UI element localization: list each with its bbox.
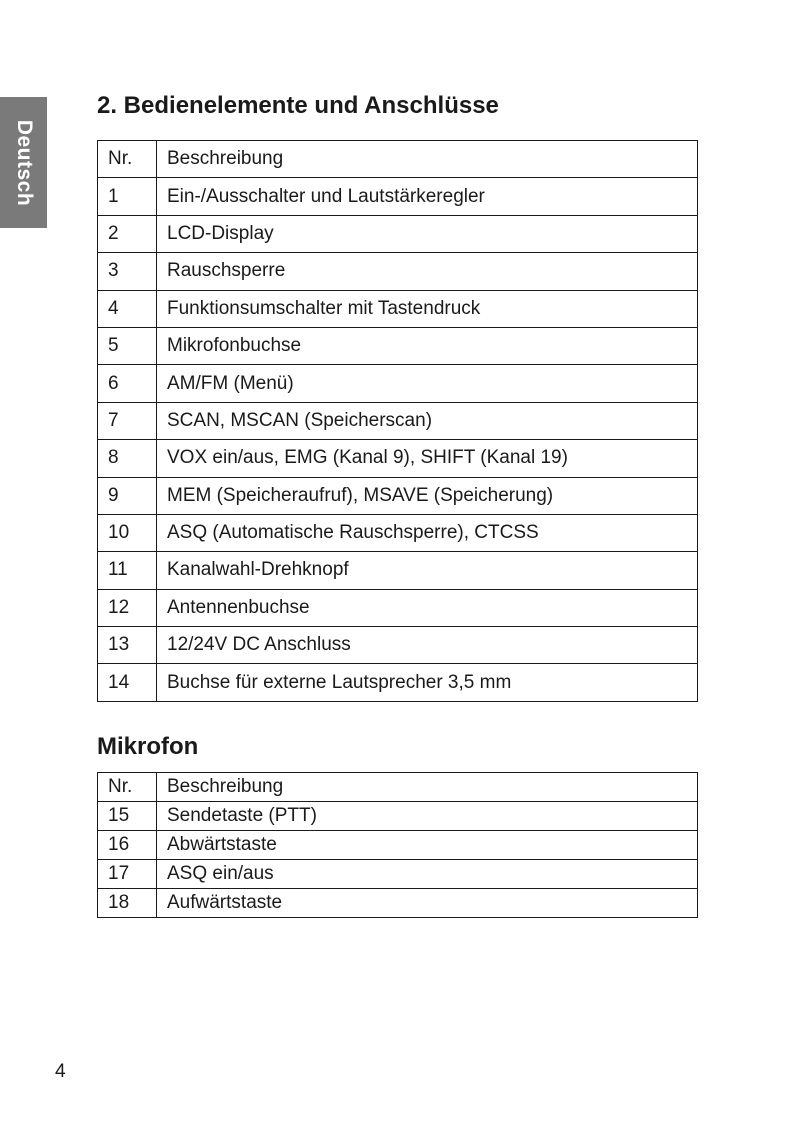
table-row bbox=[98, 440, 698, 477]
row-description: ASQ ein/aus bbox=[157, 860, 698, 889]
header-nr: Nr. bbox=[98, 141, 157, 178]
table-row bbox=[98, 477, 698, 514]
page-number: 4 bbox=[55, 1061, 66, 1082]
row-nr: 9 bbox=[98, 477, 157, 514]
table-row bbox=[98, 402, 698, 439]
row-description: ASQ (Automatische Rauschsperre), CTCSS bbox=[157, 514, 698, 551]
row-nr: 14 bbox=[98, 664, 157, 701]
row-nr: 2 bbox=[98, 215, 157, 252]
row-description: VOX ein/aus, EMG (Kanal 9), SHIFT (Kanal 19) bbox=[157, 440, 698, 477]
table-row bbox=[98, 860, 698, 889]
table-row bbox=[98, 178, 698, 215]
row-description: MEM (Speicheraufruf), MSAVE (Speicherung) bbox=[157, 477, 698, 514]
row-nr: 12 bbox=[98, 589, 157, 626]
row-nr: 3 bbox=[98, 253, 157, 290]
row-description: Aufwärtstaste bbox=[157, 889, 698, 918]
section-title-microphone: Mikrofon bbox=[97, 733, 199, 760]
row-description: Ein-/Ausschalter und Lautstärkeregler bbox=[157, 178, 698, 215]
table-row bbox=[98, 327, 698, 364]
table-header-row bbox=[98, 141, 698, 178]
row-description: Rauschsperre bbox=[157, 253, 698, 290]
row-nr: 17 bbox=[98, 860, 157, 889]
row-nr: 11 bbox=[98, 552, 157, 589]
header-description: Beschreibung bbox=[157, 773, 698, 802]
header-nr: Nr. bbox=[98, 773, 157, 802]
row-description: SCAN, MSCAN (Speicherscan) bbox=[157, 402, 698, 439]
row-description: 12/24V DC Anschluss bbox=[157, 627, 698, 664]
row-nr: 15 bbox=[98, 802, 157, 831]
microphone-table bbox=[97, 772, 698, 918]
row-nr: 13 bbox=[98, 627, 157, 664]
header-description: Beschreibung bbox=[157, 141, 698, 178]
table-row bbox=[98, 290, 698, 327]
controls-table bbox=[97, 140, 698, 702]
table-row bbox=[98, 514, 698, 551]
table-row bbox=[98, 802, 698, 831]
row-description: LCD-Display bbox=[157, 215, 698, 252]
table-row bbox=[98, 365, 698, 402]
row-nr: 4 bbox=[98, 290, 157, 327]
row-nr: 10 bbox=[98, 514, 157, 551]
row-description: Kanalwahl-Drehknopf bbox=[157, 552, 698, 589]
table-row bbox=[98, 664, 698, 701]
table-row bbox=[98, 253, 698, 290]
row-description: Buchse für externe Lautsprecher 3,5 mm bbox=[157, 664, 698, 701]
row-nr: 5 bbox=[98, 327, 157, 364]
table-row bbox=[98, 889, 698, 918]
row-description: Antennenbuchse bbox=[157, 589, 698, 626]
table-row bbox=[98, 627, 698, 664]
row-description: Sendetaste (PTT) bbox=[157, 802, 698, 831]
table-row bbox=[98, 552, 698, 589]
row-nr: 16 bbox=[98, 831, 157, 860]
row-nr: 18 bbox=[98, 889, 157, 918]
row-nr: 6 bbox=[98, 365, 157, 402]
section-title-controls: 2. Bedienelemente und Anschlüsse bbox=[97, 92, 499, 119]
table-row bbox=[98, 589, 698, 626]
row-description: Funktionsumschalter mit Tastendruck bbox=[157, 290, 698, 327]
language-tab-label: Deutsch bbox=[12, 119, 36, 206]
table-header-row bbox=[98, 773, 698, 802]
table-row bbox=[98, 831, 698, 860]
language-tab bbox=[0, 97, 47, 228]
row-nr: 8 bbox=[98, 440, 157, 477]
row-nr: 1 bbox=[98, 178, 157, 215]
row-description: Mikrofonbuchse bbox=[157, 327, 698, 364]
row-description: AM/FM (Menü) bbox=[157, 365, 698, 402]
row-description: Abwärtstaste bbox=[157, 831, 698, 860]
row-nr: 7 bbox=[98, 402, 157, 439]
table-row bbox=[98, 215, 698, 252]
